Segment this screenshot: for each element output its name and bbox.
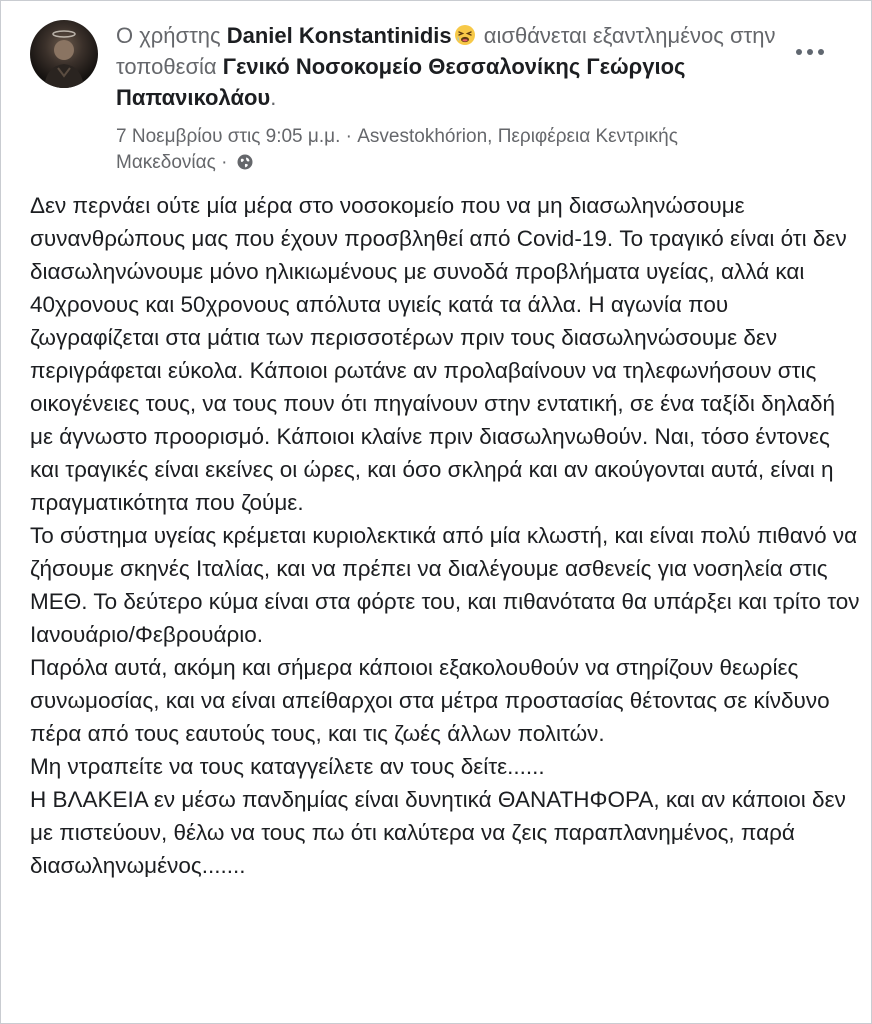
more-options-dot bbox=[807, 49, 813, 55]
avatar[interactable] bbox=[30, 20, 98, 88]
post-timestamp-link[interactable]: 7 Νοεμβρίου στις 9:05 μ.μ. bbox=[116, 126, 341, 147]
more-options-button[interactable] bbox=[790, 40, 830, 64]
post-paragraph-5: Η ΒΛΑΚΕΙΑ εν μέσω πανδημίας είναι δυνητικά ΘΑΝΑΤΗΦΟΡΑ, και αν κάποιοι δεν με πιστεύουν, θέλω να τους πω ότι καλύτερα να ζεις παραπλανημένος, παρά διασωληνωμένος....... bbox=[30, 787, 846, 878]
post-paragraph-3: Παρόλα αυτά, ακόμη και σήμερα κάποιοι εξακολουθούν να στηρίζουν θεωρίες συνωμοσίας, και να είναι απείθαρχοι στα μέτρα προστασίας θέτοντας σε κίνδυνο πέρα από τους εαυτούς τους, και τις ζωές άλλων πολιτών. bbox=[30, 655, 830, 746]
tired-face-emoji-icon bbox=[454, 23, 476, 45]
post-place: Asvestokhórion, Περιφέρεια Κεντρικής Μακεδονίας bbox=[116, 126, 678, 173]
header-suffix: . bbox=[270, 85, 277, 110]
header-prefix: Ο χρήστης bbox=[116, 23, 227, 48]
post-paragraph-2: Το σύστημα υγείας κρέμεται κυριολεκτικά από μία κλωστή, και είναι πολύ πιθανό να ζήσουμε σκηνές Ιταλίας, και να πρέπει να διαλέγουμε ασθενείς για νοσηλεία στις ΜΕΘ. Το δεύτερο κύμα είναι στα φόρτε του, και πιθανότατα θα υπάρξει και τρίτο τον Ιανουάριο/Φεβρουάριο. bbox=[30, 523, 860, 647]
globe-icon[interactable] bbox=[237, 152, 253, 168]
more-options-dot bbox=[818, 49, 824, 55]
post-paragraph-1: Δεν περνάει ούτε μία μέρα στο νοσοκομείο που να μη διασωληνώσουμε συνανθρώπους μας που έχουν προσβληθεί από Covid-19. Το τραγικό είναι ότι δεν διασωληνώνουμε μόνο ηλικιωμένους με συνοδά προβλήματα υγείας, αλλά και 40χρονους και 50χρονους απόλυτα υγιείς κατά τα άλλα. Η αγωνία που ζωγραφίζεται στα μάτια των περισσοτέρων πριν τους διασωληνώσουμε δεν περιγράφεται εύκολα. Κάποιοι ρωτάνε αν προλαβαίνουν να τηλεφωνήσουν στις οικογένειες τους, να τους πουν ότι πηγαίνουν στην εντατική, σε ένα ταξίδι δηλαδή με άγνωστο προορισμό. Κάποιοι κλαίνε πριν διασωληνωθούν. Ναι, τόσο έντονες και τραγικές είναι εκείνες οι ώρες, και όσο σκληρά και αν ακούγονται αυτά, είναι η πραγματικότητα που ζούμε. bbox=[30, 193, 847, 515]
post-header-text bbox=[116, 20, 806, 113]
user-name-link[interactable]: Daniel Konstantinidis bbox=[226, 23, 452, 48]
meta-separator: · bbox=[340, 126, 358, 147]
avatar-photo-icon bbox=[30, 20, 98, 88]
post-meta bbox=[116, 124, 756, 176]
feeling-text: αισθάνεται εξαντλημένος στην τοποθεσία bbox=[116, 23, 776, 79]
meta-separator-2: · bbox=[215, 152, 233, 173]
post-paragraph-4: Μη ντραπείτε να τους καταγγείλετε αν τους δείτε...... bbox=[30, 754, 545, 779]
more-options-icon bbox=[796, 49, 802, 55]
location-link[interactable]: Γενικό Νοσοκομείο Θεσσαλονίκης Γεώργιος Παπανικολάου bbox=[116, 54, 686, 110]
post-header bbox=[0, 0, 872, 180]
post-body bbox=[30, 189, 860, 882]
